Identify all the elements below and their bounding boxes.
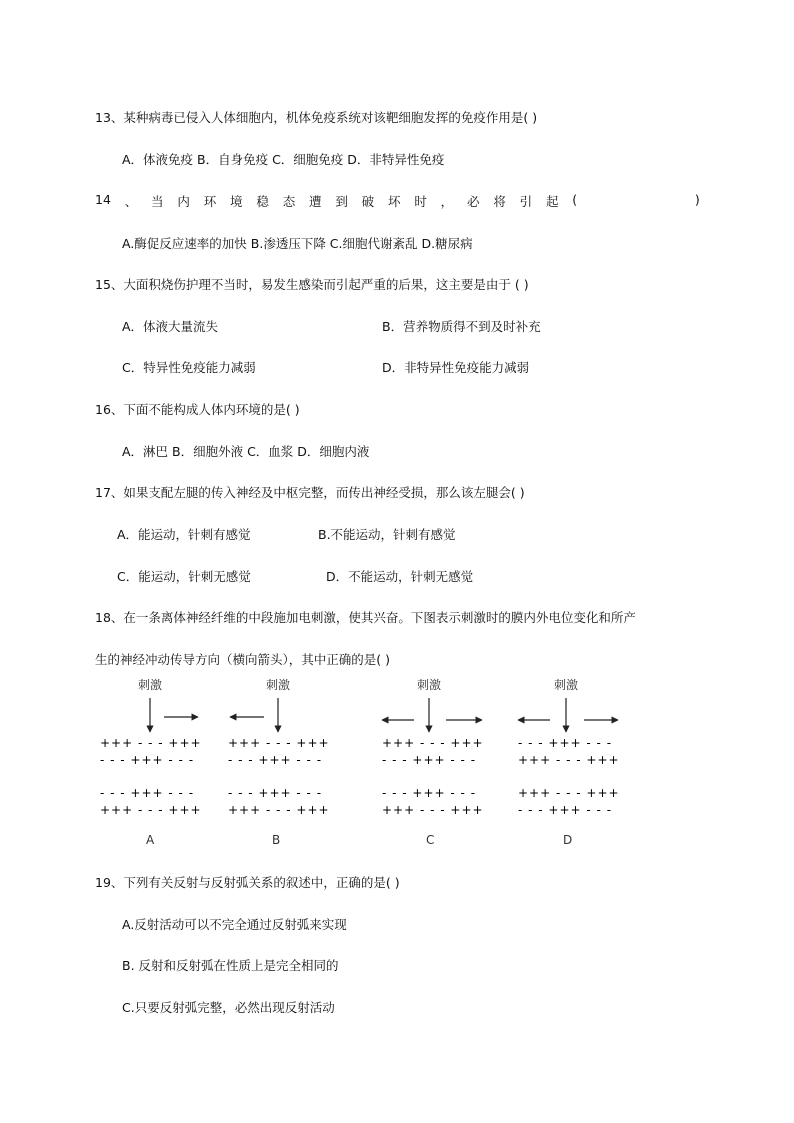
q14-char: 、 (124, 194, 138, 209)
q14-char: 到 (335, 194, 348, 209)
panel-label: B (272, 833, 281, 847)
inner-membrane-row: +++ - - - +++ (518, 753, 620, 767)
q14-char: 14 (95, 192, 111, 207)
question-15-stem: 15、大面积烧伤护理不当时，易发生感染而引起严重的后果，这主要是由于 ( ) (95, 277, 529, 292)
question-14-options: A.酶促反应速率的加快 B.渗透压下降 C.细胞代谢紊乱 D.糖尿病 (122, 236, 473, 251)
question-15-option-c: C．特异性免疫能力减弱 (122, 360, 256, 375)
inner-membrane-row: - - - +++ - - - (382, 753, 477, 767)
q14-char: 时 (414, 194, 427, 209)
question-17-stem: 17、如果支配左腿的传入神经及中枢完整，而传出神经受损，那么该左腿会( ) (95, 485, 525, 500)
question-19-stem: 19、下列有关反射与反射弧关系的叙述中，正确的是( ) (95, 875, 400, 890)
question-17-option-c: C．能运动，针刺无感觉 (117, 569, 251, 584)
q14-char: ( (572, 192, 578, 207)
question-16-stem: 16、下面不能构成人体内环境的是( ) (95, 402, 300, 417)
stimulus-label: 刺激 (417, 678, 442, 692)
q14-char: 坏 (388, 194, 401, 209)
q14-char: 内 (177, 194, 190, 209)
q14-char: 起 (545, 194, 559, 209)
figure-panel-b (228, 677, 330, 847)
q14-char: 境 (230, 194, 243, 209)
q14-char: 引 (519, 194, 533, 209)
question-19-option-b: B. 反射和反射弧在性质上是完全相同的 (122, 958, 339, 973)
stimulus-label: 刺激 (138, 678, 163, 692)
question-16-options: A．淋巴 B．细胞外液 C．血浆 D．细胞内液 (122, 444, 370, 459)
panel-label: D (563, 833, 573, 847)
question-15-option-a: A．体液大量流失 (122, 319, 219, 334)
outer-membrane-row: - - - +++ - - - (518, 803, 613, 817)
question-17-option-b: B.不能运动，针刺有感觉 (318, 527, 456, 542)
q14-char: 态 (282, 194, 296, 209)
q14-char: 必 (466, 194, 480, 209)
q14-char: 遭 (309, 194, 322, 209)
figure-panel-d (518, 677, 620, 847)
figure-panel-a (100, 677, 202, 847)
stimulus-label: 刺激 (266, 678, 291, 692)
inner-membrane-row: +++ - - - +++ (518, 786, 620, 800)
q14-char: 稳 (256, 194, 269, 209)
question-15-option-d: D．非特异性免疫能力减弱 (382, 360, 530, 375)
outer-membrane-row: +++ - - - +++ (100, 736, 202, 750)
question-18-stem-line2: 生的神经冲动传导方向（横向箭头），其中正确的是( ) (95, 652, 390, 667)
q14-char: 破 (361, 194, 375, 209)
outer-membrane-row: +++ - - - +++ (382, 736, 484, 750)
panel-label: A (146, 833, 155, 847)
question-19-option-a: A.反射活动可以不完全通过反射弧来实现 (122, 917, 347, 932)
outer-membrane-row: +++ - - - +++ (228, 803, 330, 817)
inner-membrane-row: - - - +++ - - - (100, 786, 195, 800)
q14-char: ， (440, 194, 454, 209)
membrane-potential-svg (90, 670, 650, 855)
membrane-potential-figure (90, 670, 650, 858)
q14-char: 将 (493, 194, 506, 209)
q14-close-paren: ) (694, 192, 700, 207)
question-17-option-d: D．不能运动，针刺无感觉 (326, 569, 474, 584)
question-14-stem (95, 192, 700, 210)
figure-panel-c (382, 677, 484, 847)
inner-membrane-row: - - - +++ - - - (100, 753, 195, 767)
outer-membrane-row: +++ - - - +++ (382, 803, 484, 817)
question-13-options: A．体液免疫 B．自身免疫 C．细胞免疫 D．非特异性免疫 (122, 152, 445, 167)
inner-membrane-row: - - - +++ - - - (228, 753, 323, 767)
inner-membrane-row: - - - +++ - - - (382, 786, 477, 800)
question-13-stem: 13、某种病毒已侵入人体细胞内，机体免疫系统对该靶细胞发挥的免疫作用是( ) (95, 110, 538, 125)
inner-membrane-row: - - - +++ - - - (228, 786, 323, 800)
q14-char: 环 (203, 194, 217, 209)
stimulus-label: 刺激 (554, 678, 579, 692)
outer-membrane-row: - - - +++ - - - (518, 736, 613, 750)
question-15-option-b: B．营养物质得不到及时补充 (382, 319, 541, 334)
q14-char: 当 (151, 194, 164, 209)
question-18-stem-line1: 18、在一条离体神经纤维的中段施加电刺激，使其兴奋。下图表示刺激时的膜内外电位变化和所产 (95, 610, 636, 625)
question-17-option-a: A．能运动，针刺有感觉 (117, 527, 251, 542)
panel-label: C (426, 833, 435, 847)
outer-membrane-row: +++ - - - +++ (100, 803, 202, 817)
outer-membrane-row: +++ - - - +++ (228, 736, 330, 750)
question-19-option-c: C.只要反射弧完整，必然出现反射活动 (122, 1000, 335, 1015)
